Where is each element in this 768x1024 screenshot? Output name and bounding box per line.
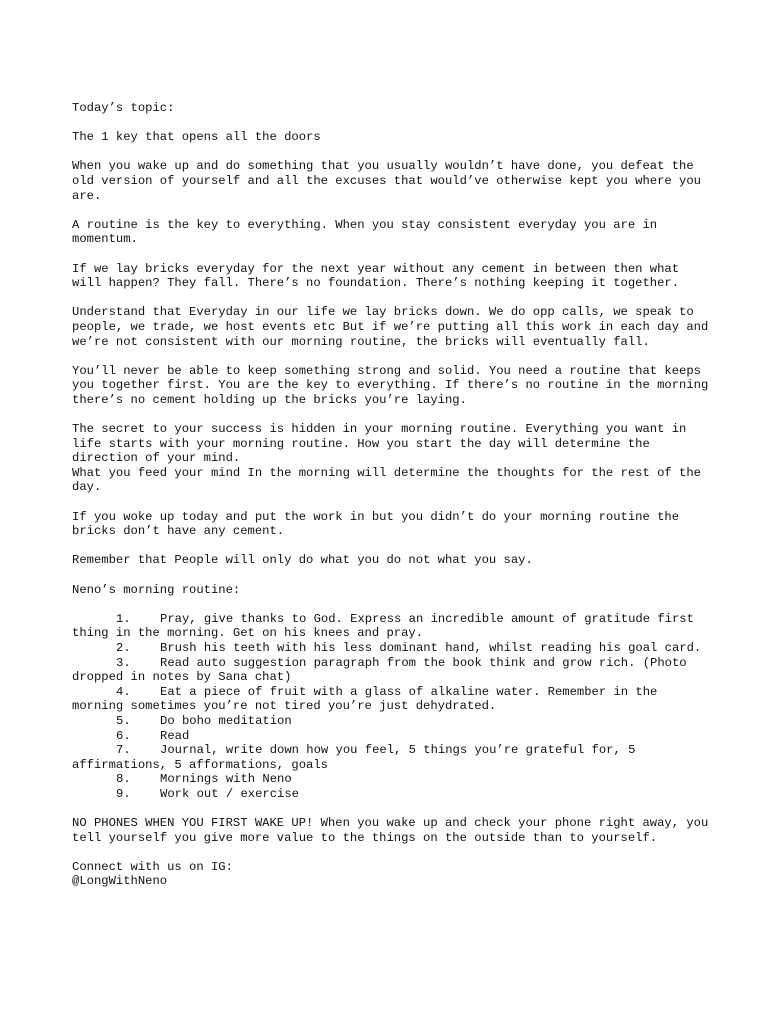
- list-number: 4.: [116, 684, 131, 699]
- document-title: The 1 key that opens all the doors: [72, 130, 321, 145]
- list-item: [72, 787, 712, 802]
- list-number: 1.: [116, 611, 131, 626]
- routine-list: [72, 612, 712, 802]
- closing-paragraph: NO PHONES WHEN YOU FIRST WAKE UP! When you wake up and check your phone right away, you tell yourself you give more value to the things on the outside than to yourself.: [72, 816, 709, 845]
- list-text: Read: [160, 728, 190, 743]
- list-item: [72, 714, 712, 729]
- list-text: Journal, write down how you feel, 5 things you’re grateful for, 5 affirmations, 5 afformations, goals: [72, 743, 636, 772]
- list-item: [72, 685, 712, 714]
- list-text: Read auto suggestion paragraph from the book think and grow rich. (Photo dropped in notes by Sana chat): [72, 655, 687, 685]
- list-text: Work out / exercise: [160, 786, 299, 801]
- list-item: [72, 743, 712, 772]
- topic-label: Today’s topic:: [72, 101, 175, 115]
- paragraph-2: A routine is the key to everything. When you stay consistent everyday you are in momentum.: [72, 217, 658, 247]
- list-text: Brush his teeth with his less dominant hand, whilst reading his goal card.: [160, 640, 702, 655]
- list-text: Eat a piece of fruit with a glass of alkaline water. Remember in the morning sometimes you’re not tired you’re just dehydrated.: [72, 684, 658, 714]
- paragraph-4: Understand that Everyday in our life we lay bricks down. We do opp calls, we speak to people, we trade, we host events etc But if we’re putting all this work in each day and we’re not consistent with our morning routine, the bricks will eventually fall.: [72, 305, 709, 349]
- list-item: [72, 656, 712, 685]
- list-item: [72, 772, 712, 787]
- routine-heading: Neno’s morning routine:: [72, 582, 241, 597]
- paragraph-8: If you woke up today and put the work in but you didn’t do your morning routine the bricks don’t have any cement.: [72, 509, 680, 539]
- list-number: 3.: [116, 655, 131, 670]
- ig-handle: @LongWithNeno: [72, 874, 168, 889]
- paragraph-5: You’ll never be able to keep something strong and solid. You need a routine that keeps you together first. You are the key to everything. If there’s no routine in the morning there’s no cement holding up the bricks you’re laying.: [72, 363, 709, 407]
- connect-label: Connect with us on IG:: [72, 859, 233, 874]
- list-number: 5.: [116, 713, 131, 728]
- paragraph-3: If we lay bricks everyday for the next year without any cement in between then what will happen? They fall. There’s no foundation. There’s nothing keeping it together.: [72, 261, 680, 291]
- list-number: 7.: [116, 743, 131, 758]
- list-item: [72, 612, 712, 641]
- list-text: Mornings with Neno: [160, 772, 292, 787]
- list-item: [72, 729, 712, 744]
- document-page: [72, 101, 712, 904]
- list-item: [72, 641, 712, 656]
- list-number: 8.: [116, 772, 131, 787]
- list-text: Do boho meditation: [160, 713, 292, 728]
- list-text: Pray, give thanks to God. Express an incredible amount of gratitude first thing in the morning. Get on his knees and pray.: [72, 611, 694, 641]
- paragraph-6: The secret to your success is hidden in your morning routine. Everything you want in life starts with your morning routine. How you start the day will determine the direction of your mind.: [72, 422, 687, 466]
- paragraph-7: What you feed your mind In the morning will determine the thoughts for the rest of the day.: [72, 465, 701, 495]
- list-number: 9.: [116, 786, 131, 801]
- list-number: 2.: [116, 640, 131, 655]
- paragraph-9: Remember that People will only do what you do not what you say.: [72, 553, 533, 568]
- list-number: 6.: [116, 728, 131, 743]
- paragraph-1: When you wake up and do something that you usually wouldn’t have done, you defeat the old version of yourself and all the excuses that would’ve otherwise kept you where you are.: [72, 159, 701, 203]
